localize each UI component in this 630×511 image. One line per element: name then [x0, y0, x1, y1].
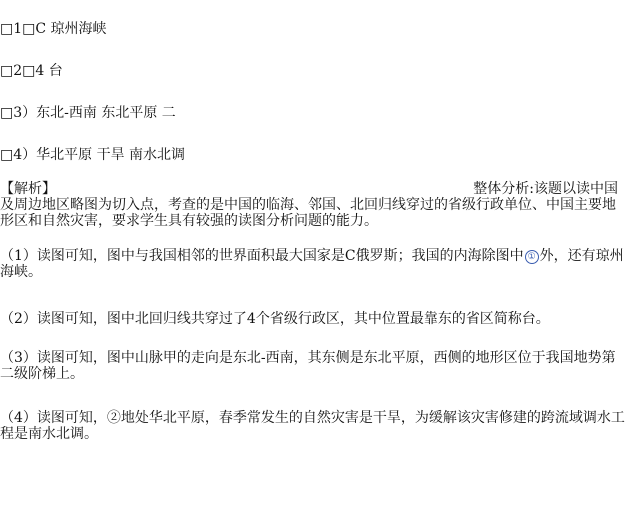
analysis-paragraph-2: （2）读图可知，图中北回归线共穿过了4个省级行政区，其中位置最靠东的省区简称台。	[0, 311, 550, 327]
analysis-heading: 【解析】	[0, 181, 56, 197]
analysis-paragraph-1	[0, 248, 628, 280]
answer-1: □1□C 琼州海峡	[0, 21, 107, 37]
answer-3: □3）东北-西南 东北平原 二	[0, 105, 176, 121]
answer-2: □2□4 台	[0, 63, 63, 79]
analysis-summary-rest: 及周边地区略图为切入点，考查的是中国的临海、邻国、北回归线穿过的省级行政单位、中国主要地形区和自然灾害，要求学生具有较强的读图分析问题的能力。	[0, 197, 616, 229]
analysis-paragraph-4: （4）读图可知，②地处华北平原，春季常发生的自然灾害是干旱，为缓解该灾害修建的跨流域调水工程是南水北调。	[0, 410, 625, 442]
analysis-summary-start: 整体分析:该题以读中国	[473, 181, 618, 197]
paragraph-1-text-after: 外，还有琼州海峡。	[0, 248, 624, 280]
answer-4: □4）华北平原 干旱 南水北调	[0, 147, 186, 163]
paragraph-1-text-before: （1）读图可知，图中与我国相邻的世界面积最大国家是C俄罗斯；我国的内海除图中	[0, 248, 524, 264]
circled-number-1: ①	[525, 250, 539, 264]
analysis-paragraph-3: （3）读图可知，图中山脉甲的走向是东北-西南，其东侧是东北平原，西侧的地形区位于我国地势第二级阶梯上。	[0, 350, 616, 382]
